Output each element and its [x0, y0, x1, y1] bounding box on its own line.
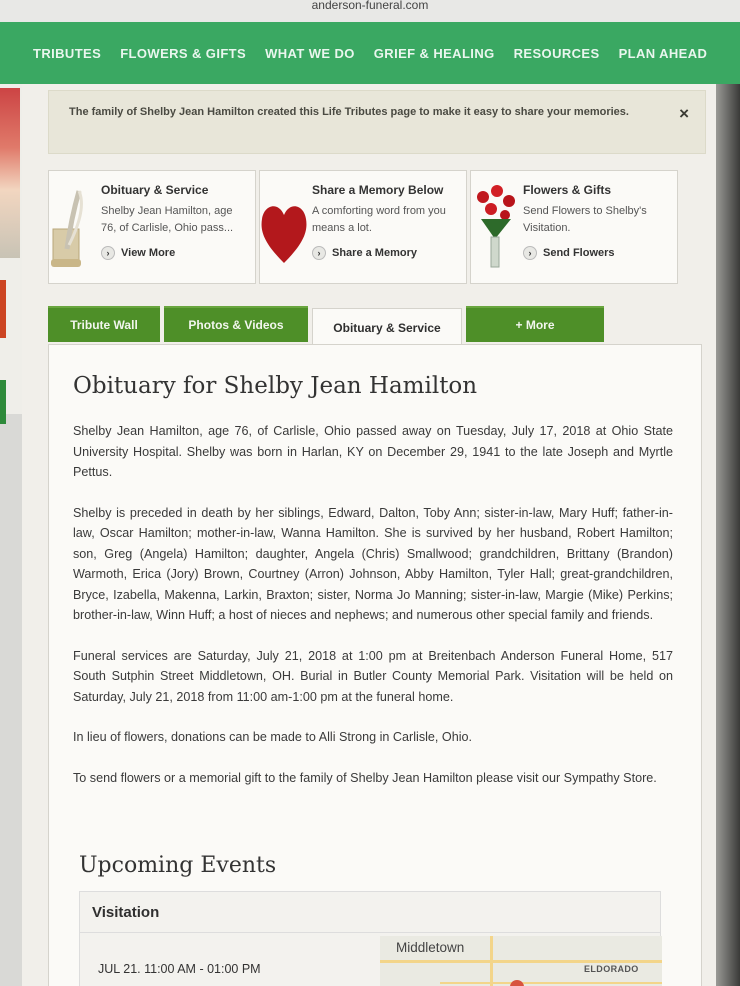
event-card[interactable] — [79, 891, 661, 986]
card-share-memory[interactable] — [259, 170, 467, 284]
page-content — [22, 84, 716, 986]
map-road — [490, 936, 493, 986]
nav-resources[interactable]: RESOURCES — [513, 45, 600, 61]
close-icon[interactable]: × — [679, 104, 689, 123]
divider — [80, 932, 660, 933]
nav-grief-healing[interactable]: GRIEF & HEALING — [373, 45, 495, 61]
nav-what-we-do[interactable]: WHAT WE DO — [265, 45, 355, 61]
nav-plan-ahead[interactable]: PLAN AHEAD — [618, 45, 708, 61]
map-road — [440, 982, 662, 984]
view-more-link[interactable] — [101, 246, 249, 260]
event-datetime: JUL 21. 11:00 AM - 01:00 PM — [98, 962, 261, 976]
left-photo-strip — [0, 84, 22, 414]
screen-edge-shadow — [716, 84, 740, 986]
obituary-body — [73, 421, 673, 808]
obituary-paragraph: Shelby is preceded in death by her siblings, Edward, Dalton, Toby Ann; sister-in-law, Mary Huff; father-in-law, Oscar Hamilton; mother-in-law, Wanna Hamilton. She is survived by her husband, Robert Hamilton; son, Greg (Angela) Hamilton; daughter, Angela (Chris) Smallwood; grandchildren, Brittany (Brandon) Warmoth, Erica (Jory) Brown, Courtney (Arron) Johnson, Abby Hamilton, Tyler Hall; great-grandchildren, Bryce, Izabella, Makenna, Larkin, Braxton; sister, Norma Jo Manning; sister-in-law, Margie (Mike) Perkins; brother-in-law, Winn Huff; a host of nieces and nephews; and numerous other special family and friends. — [73, 505, 673, 622]
tab-more[interactable]: + More — [466, 306, 604, 342]
card-text: A comforting word from you means a lot. — [312, 205, 446, 234]
nav-flowers-gifts[interactable]: FLOWERS & GIFTS — [120, 45, 247, 61]
feature-cards — [48, 170, 706, 286]
tab-photos-videos[interactable]: Photos & Videos — [164, 306, 308, 342]
chevron-right-icon: › — [523, 246, 537, 260]
chevron-right-icon: › — [312, 246, 326, 260]
event-title: Visitation — [92, 904, 160, 921]
map-city-label: Middletown — [396, 940, 465, 955]
card-title: Obituary & Service — [101, 183, 209, 197]
url-text: anderson-funeral.com — [311, 0, 429, 12]
obituary-title: Obituary for Shelby Jean Hamilton — [73, 373, 478, 399]
rose-vase-icon — [471, 179, 519, 275]
obituary-paragraph: In lieu of flowers, donations can be made to Alli Strong in Carlisle, Ohio. — [73, 730, 473, 744]
map-pin-icon[interactable] — [510, 980, 524, 986]
flower-photo — [0, 88, 20, 258]
tab-bar — [48, 304, 604, 346]
obituary-paragraph: Shelby Jean Hamilton, age 76, of Carlisle, Ohio passed away on Tuesday, July 17, 2018 at Ohio State University Hospital. Shelby was born in Harlan, KY on December 29, 1941 to the late Joseph and Myrtle Pettus. — [73, 424, 673, 479]
link-label: Share a Memory — [332, 247, 417, 259]
share-memory-link[interactable] — [312, 246, 460, 260]
card-obituary[interactable] — [48, 170, 256, 284]
card-title: Share a Memory Below — [312, 183, 444, 197]
top-navigation — [0, 22, 740, 84]
event-map[interactable] — [380, 936, 662, 986]
card-title: Flowers & Gifts — [523, 183, 612, 197]
chevron-right-icon: › — [101, 246, 115, 260]
notice-banner — [48, 90, 706, 154]
nav-tributes[interactable]: TRIBUTES — [33, 45, 102, 61]
red-accent — [0, 280, 6, 338]
send-flowers-link[interactable] — [523, 246, 671, 260]
card-flowers[interactable] — [470, 170, 678, 284]
tab-obituary-service[interactable]: Obituary & Service — [312, 308, 462, 346]
link-label: Send Flowers — [543, 247, 615, 259]
browser-url-bar[interactable] — [0, 0, 740, 22]
obituary-panel — [48, 344, 702, 986]
green-accent — [0, 380, 6, 424]
scroll-quill-icon — [49, 179, 97, 275]
notice-text: The family of Shelby Jean Hamilton created this Life Tributes page to make it easy to share your memories. — [69, 106, 629, 118]
card-text: Shelby Jean Hamilton, age 76, of Carlisle, Ohio pass... — [101, 205, 234, 234]
card-text: Send Flowers to Shelby's Visitation. — [523, 205, 647, 234]
link-label: View More — [121, 247, 176, 259]
tab-tribute-wall[interactable]: Tribute Wall — [48, 306, 160, 342]
upcoming-events-heading: Upcoming Events — [79, 853, 277, 878]
obituary-paragraph: Funeral services are Saturday, July 21, 2018 at 1:00 pm at Breitenbach Anderson Funeral Home, 517 South Sutphin Street Middletown, OH. Burial in Butler County Memorial Park. Visitation will be held on Saturday, July 21, 2018 from 11:00 am-1:00 pm at the funeral home. — [73, 648, 673, 704]
map-road — [380, 960, 662, 963]
heart-icon — [260, 179, 308, 275]
obituary-paragraph: To send flowers or a memorial gift to the family of Shelby Jean Hamilton please visit our Sympathy Store. — [73, 770, 657, 785]
map-town-label: ELDORADO — [584, 964, 639, 974]
